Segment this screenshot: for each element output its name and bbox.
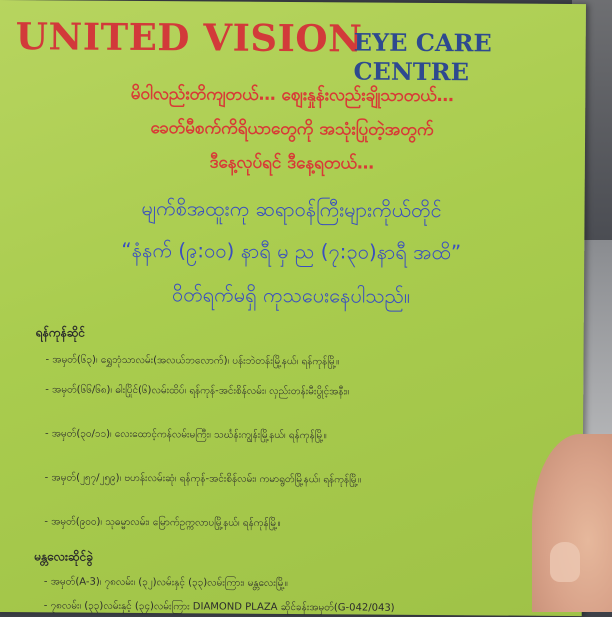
yangon-address-1: - အမှတ်(၆၃)၊ ရွှေဘုံသာလမ်း(အလယ်ဘလောက်)၊ ပန်းဘဲတန်းမြို့နယ်၊ ရန်ကုန်မြို့။: [45, 354, 340, 368]
yangon-section-title: ရန်ကုန်ဆိုင်: [35, 325, 86, 340]
info-line-3: ဝိတ်ရက်မရှိ ကုသပေးနေပါသည်။: [171, 282, 411, 308]
info-line-1: မျက်စိအထူးကု ဆရာဝန်ကြီးများကိုယ်တိုင်: [141, 195, 442, 223]
brand-tagline: EYE CARE CENTRE: [353, 27, 492, 87]
slogan-line-3: ဒီနေ့လုပ်ရင် ဒီနေ့ရတယ်…: [209, 152, 375, 174]
brand-name: UNITED VISION: [15, 14, 363, 61]
mandalay-section-title: မန္တလေးဆိုင်ခွဲ: [34, 549, 94, 564]
flyer-header: [14, 8, 584, 87]
slogan-line-1: မိဝါလည်းတိကျတယ်… ဈေးနှုန်းလည်းချိုသာတယ်…: [130, 83, 454, 107]
yangon-address-3: - အမှတ်(၃၀/၁၁)၊ လေးထောင့်ကန်လမ်းမကြီး၊ သင်္ဃန်းကျွန်းမြို့နယ်၊ ရန်ကုန်မြို့။: [44, 428, 327, 442]
thumbnail: [550, 542, 580, 582]
info-line-2: “နံနက် (၉:၀၀) နာရီ မှ ည (၇:၃၀)နာရီ အထိ”: [121, 237, 462, 265]
slogan-line-2: ခေတ်မီစက်ကိရိယာတွေကို အသုံးပြုတဲ့အတွက်: [150, 118, 434, 141]
yangon-address-5: - အမှတ်(၉၀၀)၊ သုဓမ္မာလမ်း၊ မြောက်ဥက္ကလာပမြို့နယ်၊ ရန်ကုန်မြို့။: [44, 516, 281, 529]
mandalay-address-2: - ၇၈လမ်း၊ (၃၃)လမ်းနှင့် (၃၄)လမ်းကြား DIAMOND PLAZA ဆိုင်ခန်းအမှတ်(G-042/043): [43, 600, 395, 614]
yangon-address-2: - အမှတ်(၆၆/၆၈)၊ ဓါးပြိုင်(၆)လမ်းထိပ်၊ ရန်ကုန်-အင်းစိန်လမ်း၊ လှည်းတန်းမီးပွိုင့်အနီး။: [45, 384, 350, 398]
yangon-address-4: - အမှတ်(၂၅၇/၂၅၉)၊ ဗဟန်းလမ်းဆုံ၊ ရန်ကုန်-အင်းစိန်လမ်း၊ ကမာရွတ်မြို့နယ်၊ ရန်ကုန်မြို့။: [44, 472, 362, 486]
mandalay-address-1: - အမှတ်(A-3)၊ ၇၈လမ်း၊ (၃၂)လမ်းနှင့် (၃၃)လမ်းကြား၊ မန္တလေးမြို့။: [43, 576, 288, 590]
